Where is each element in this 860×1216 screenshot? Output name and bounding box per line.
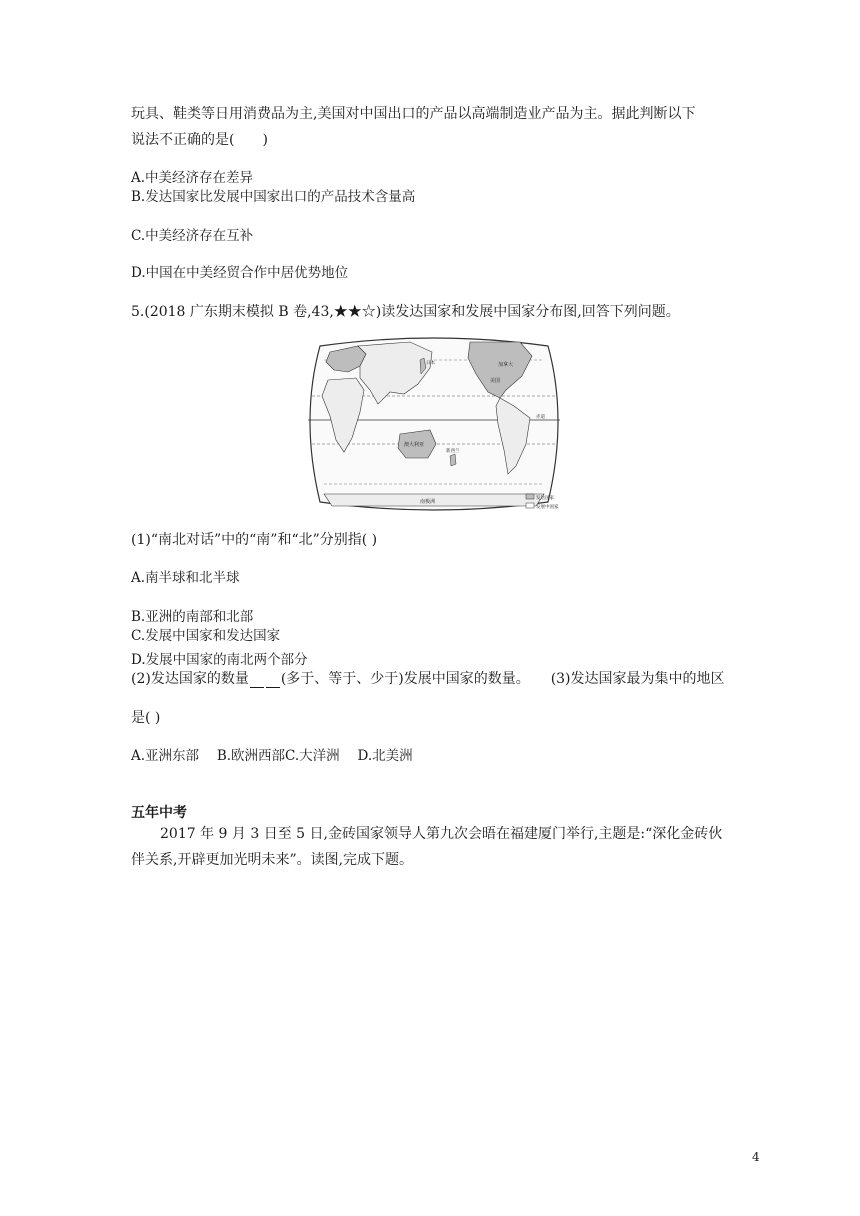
section-para-line1: 2017 年 9 月 3 日至 5 日,金砖国家领导人第九次会晤在福建厦门举行,主题是:“深化金砖伙 <box>160 826 723 842</box>
q4-option-d: D.中国在中美经贸合作中居优势地位 <box>131 265 349 281</box>
q5-sub2-blank <box>250 673 264 688</box>
q5-sub3-end: 是( ) <box>131 710 161 726</box>
label-antarctica: 南极洲 <box>420 499 436 505</box>
q5-sub1-option-a: A.南半球和北半球 <box>131 570 240 586</box>
label-australia: 澳大利亚 <box>404 442 425 448</box>
q4-stem-line2: 说法不正确的是( ) <box>131 132 268 148</box>
q5-sub3-options: A.亚洲东部 B.欧洲西部C.大洋洲 D.北美洲 <box>131 748 413 764</box>
world-map-figure <box>300 334 568 514</box>
legend-developed: 发达国家 <box>536 496 554 501</box>
q5-sub2-blank-2 <box>266 673 280 688</box>
q5-sub1-option-b: B.亚洲的南部和北部 <box>131 609 254 625</box>
label-equator: 赤道 <box>536 415 545 420</box>
page-number: 4 <box>752 1150 760 1164</box>
q4-option-c: C.中美经济存在互补 <box>131 228 254 244</box>
legend-developing: 发展中国家 <box>536 505 559 510</box>
legend-developing-swatch <box>526 503 534 508</box>
q5-sub1-option-d: D.发展中国家的南北两个部分 <box>131 652 308 668</box>
q4-option-b: B.发达国家比发展中国家出口的产品技术含量高 <box>131 189 416 205</box>
label-new-zealand: 新西兰 <box>446 449 460 454</box>
section-title: 五年中考 <box>131 805 187 821</box>
q5-sub1-option-c: C.发展中国家和发达国家 <box>131 628 281 644</box>
label-canada: 加拿大 <box>498 362 514 368</box>
q5-sub1-stem: (1)“南北对话”中的“南”和“北”分别指( ) <box>131 532 378 548</box>
q4-option-a: A.中美经济存在差异 <box>131 170 254 186</box>
section-para-line2: 伴关系,开辟更加光明未来”。读图,完成下题。 <box>131 852 414 868</box>
legend-developed-swatch <box>526 494 534 499</box>
q5-sub2-prefix: (2)发达国家的数量 <box>131 671 249 687</box>
q5-sub2-suffix: (多于、等于、少于)发展中国家的数量。 <box>280 671 530 687</box>
q4-stem-line1: 玩具、鞋类等日用消费品为主,美国对中国出口的产品以高端制造业产品为主。据此判断以下 <box>131 106 696 122</box>
label-japan: 日本 <box>426 361 435 366</box>
label-usa: 美国 <box>490 378 501 384</box>
q5-stem: 5.(2018 广东期末模拟 B 卷,43,★★☆)读发达国家和发展中国家分布图,回答下列问题。 <box>131 304 680 320</box>
new-zealand-shape <box>450 454 456 466</box>
q5-sub3-start: (3)发达国家最为集中的地区 <box>550 671 725 687</box>
q5-sub2-sub3-line <box>131 670 725 688</box>
